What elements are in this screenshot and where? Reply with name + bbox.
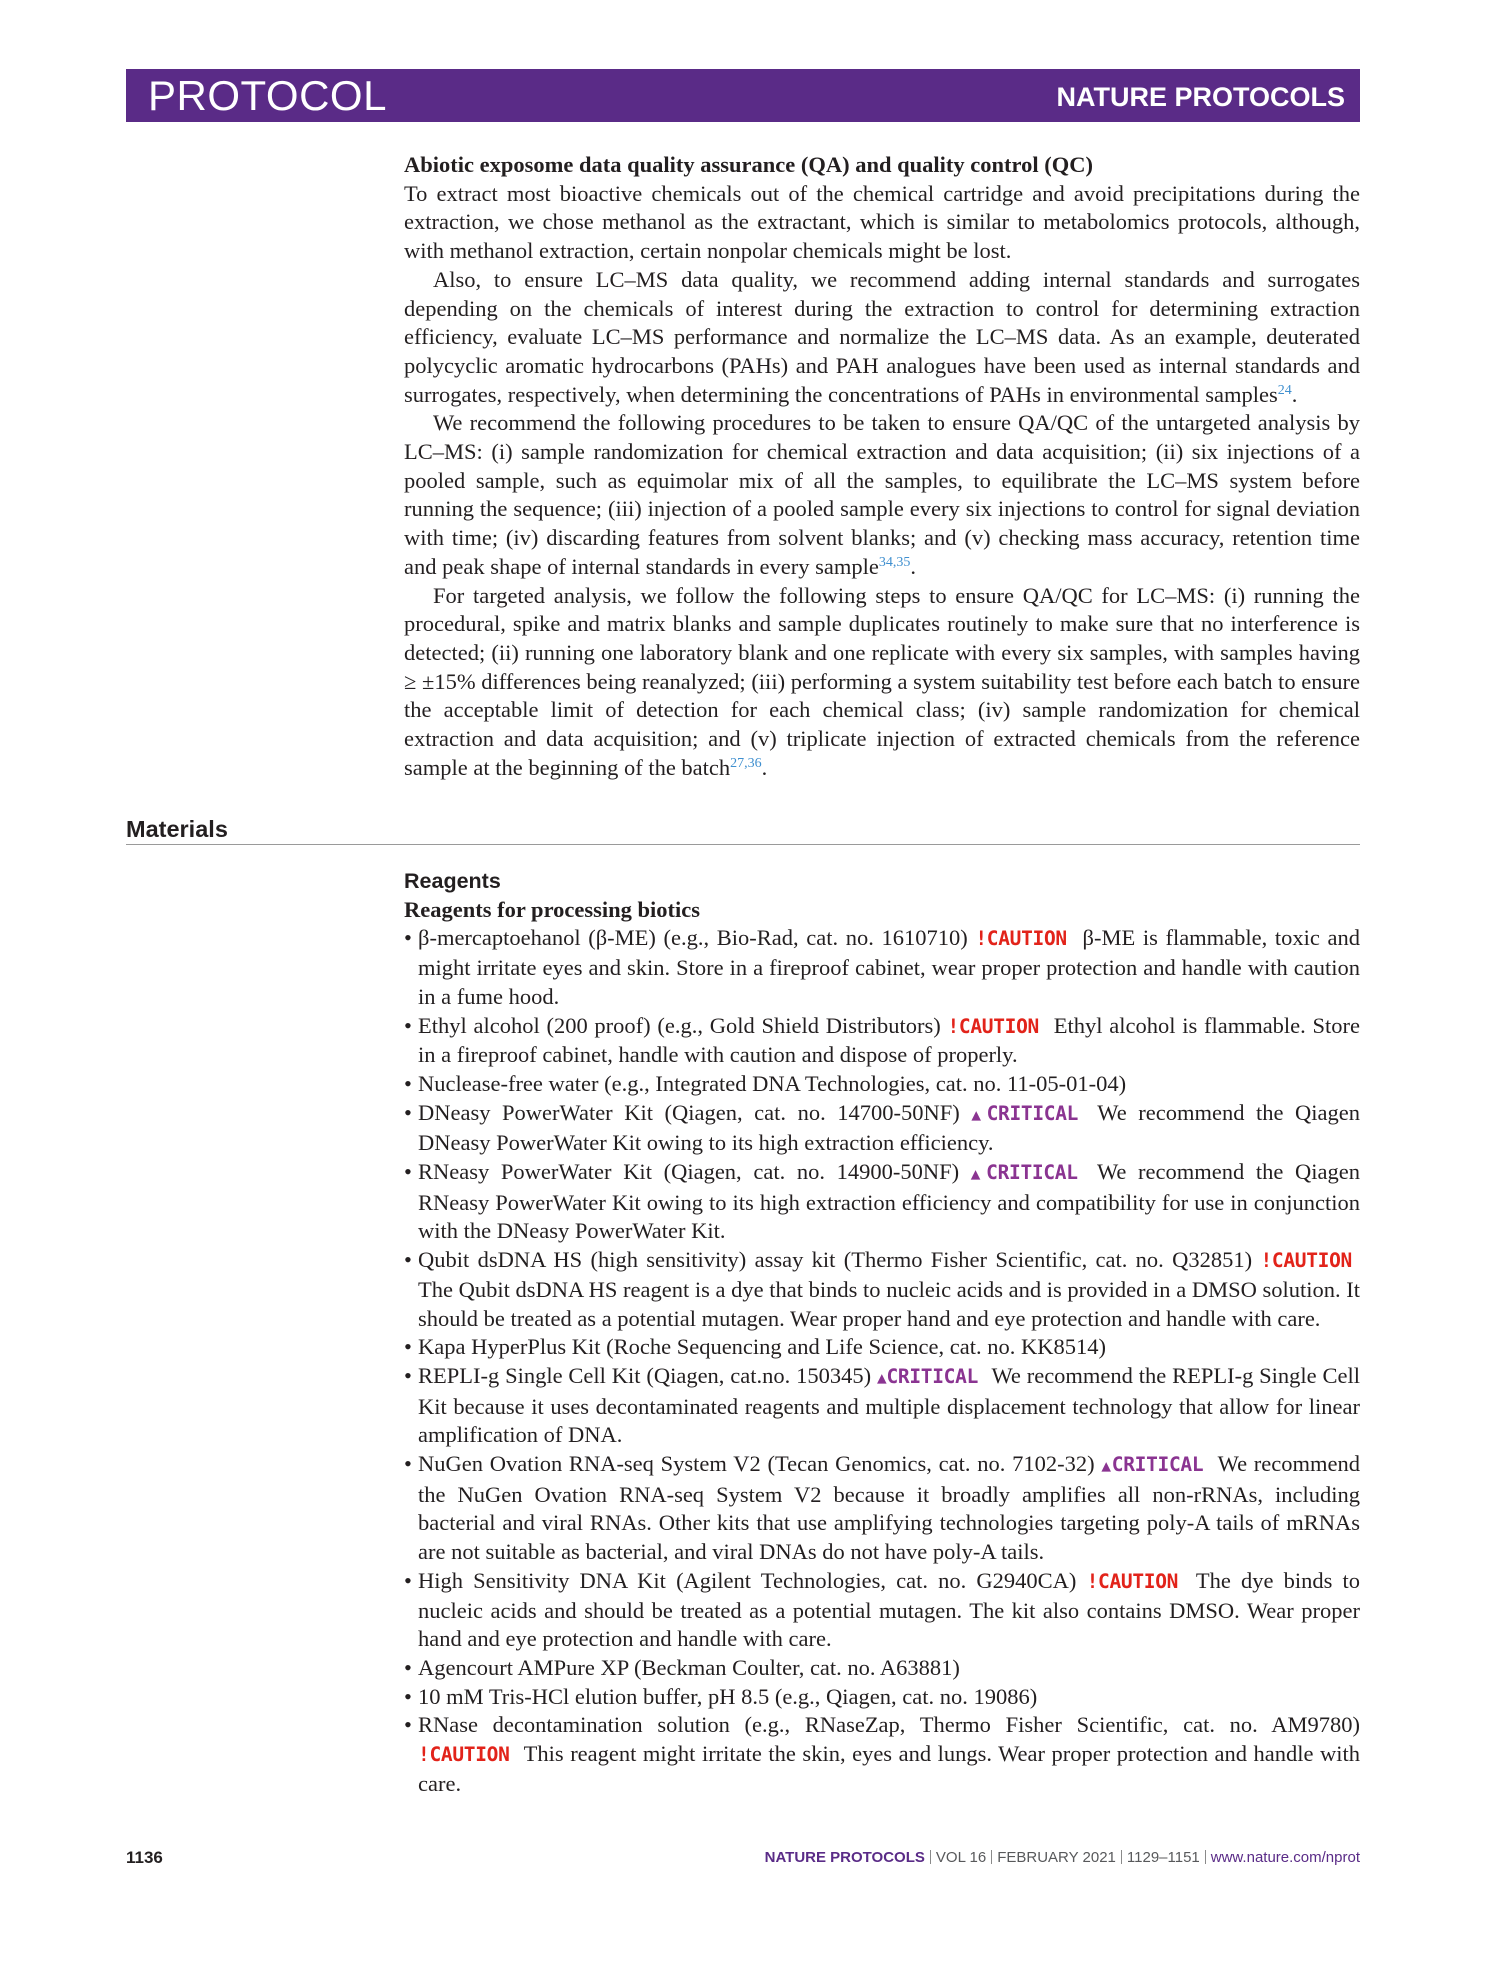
warning-triangle-icon: ▲: [970, 1164, 987, 1184]
critical-label: CRITICAL: [1111, 1453, 1204, 1477]
caution-icon: !: [975, 927, 987, 951]
caution-label: CAUTION: [429, 1743, 510, 1767]
reagent-note: We recommend the REPLI-g Single Cell Kit because it uses decontaminated reagents and multiple displacement technology that allow for linear amplification of DNA.: [418, 1362, 1361, 1448]
reference-citation[interactable]: 27,36: [730, 755, 762, 771]
paragraph-end: .: [761, 754, 768, 780]
qa-paragraph: [404, 582, 1360, 783]
critical-label: CRITICAL: [986, 1161, 1078, 1185]
critical-flag: [971, 1102, 1078, 1125]
journal-header-bar: [126, 69, 1360, 122]
reagent-item: [404, 1012, 1360, 1070]
footer-separator: [991, 1850, 992, 1864]
reagent-note: We recommend the Qiagen DNeasy PowerWater Kit owing to its high extraction efficiency.: [418, 1099, 1361, 1156]
page-number: 1136: [126, 1848, 163, 1867]
section-divider: [126, 844, 1360, 845]
footer-journal-name: NATURE PROTOCOLS: [764, 1849, 925, 1866]
qa-paragraph: To extract most bioactive chemicals out of the chemical cartridge and avoid precipitations during the extraction, we chose methanol as the extractant, which is similar to metabolomics protocols, although, with methanol extraction, certain nonpolar chemicals might be lost.: [404, 180, 1360, 264]
journal-name: NATURE PROTOCOLS: [1056, 82, 1345, 112]
reagent-item: [404, 1450, 1360, 1567]
qa-paragraph: [404, 266, 1360, 410]
footer-separator: [1121, 1850, 1122, 1864]
reagent-name: RNase decontamination solution (e.g., RNaseZap, Thermo Fisher Scientific, cat. no. AM9780): [418, 1712, 1360, 1738]
paragraph-end: .: [910, 553, 916, 579]
reagent-name: Kapa HyperPlus Kit (Roche Sequencing and Life Science, cat. no. KK8514): [418, 1334, 1106, 1360]
caution-flag: [947, 1015, 1039, 1038]
footer-separator: [1205, 1850, 1206, 1864]
footer-volume: VOL 16: [935, 1849, 987, 1866]
reagent-name: 10 mM Tris-HCl elution buffer, pH 8.5 (e.g., Qiagen, cat. no. 19086): [418, 1683, 1038, 1709]
caution-icon: !: [1086, 1569, 1099, 1593]
reagent-item: [404, 924, 1360, 1011]
caution-label: CAUTION: [986, 927, 1067, 951]
reagent-note: Ethyl alcohol is flammable. Store in a fireproof cabinet, handle with caution and dispose of properly.: [418, 1012, 1361, 1068]
caution-flag: [1260, 1249, 1352, 1272]
section-title: Abiotic exposome data quality assurance (QA) and quality control (QC): [404, 152, 1093, 177]
qa-paragraph: [404, 409, 1360, 581]
reagent-name: β-mercaptoehanol (β-ME) (e.g., Bio-Rad, cat. no. 1610710): [418, 925, 968, 951]
reagent-item: [404, 1362, 1360, 1450]
reagent-note: This reagent might irritate the skin, eyes and lungs. Wear proper protection and handle with care.: [418, 1741, 1361, 1796]
reagent-name: High Sensitivity DNA Kit (Agilent Technologies, cat. no. G2940CA): [418, 1567, 1077, 1593]
caution-flag: [975, 927, 1067, 950]
reagent-name: Ethyl alcohol (200 proof) (e.g., Gold Shield Distributors): [418, 1012, 941, 1038]
critical-label: CRITICAL: [986, 1101, 1079, 1125]
reagent-name: REPLI-g Single Cell Kit (Qiagen, cat.no. 150345): [418, 1362, 872, 1388]
critical-label: CRITICAL: [886, 1364, 979, 1388]
caution-label: CAUTION: [1271, 1249, 1352, 1273]
footer-citation: [765, 1846, 1360, 1870]
reagents-subheading: Reagents for processing biotics: [404, 896, 701, 922]
footer-separator: [930, 1850, 931, 1864]
materials-heading: Materials: [126, 816, 228, 842]
caution-label: CAUTION: [1098, 1569, 1179, 1593]
footer-date: FEBRUARY 2021: [997, 1849, 1116, 1866]
reference-citation[interactable]: 34,35: [878, 554, 911, 570]
reagent-list: [404, 924, 1360, 1798]
paragraph-text: For targeted analysis, we follow the following steps to ensure QA/QC for LC–MS: (i) running the procedural, spike and matrix blanks and sample duplicates routinely to make sure that no interference is detected; (ii) running one laboratory blank and one replicate with every six samples, with samples having ≥ ±15% differences being reanalyzed; (iii) performing a system suitability test before each batch to ensure the acceptable limit of detection for each chemical class; (iv) sample randomization for chemical extraction and data acquisition; and (v) triplicate injection of extracted chemicals from the reference sample at the beginning of the batch: [404, 582, 1360, 780]
reagent-name: DNeasy PowerWater Kit (Qiagen, cat. no. 14700-50NF): [418, 1099, 960, 1125]
qa-qc-section: [404, 151, 1360, 782]
caution-flag: [418, 1743, 510, 1766]
warning-triangle-icon: ▲: [1101, 1456, 1112, 1476]
reagent-name: Agencourt AMPure XP (Beckman Coulter, cat. no. A63881): [418, 1654, 960, 1680]
reagent-name: Nuclease-free water (e.g., Integrated DNA Technologies, cat. no. 11-05-01-04): [418, 1070, 1127, 1096]
warning-triangle-icon: ▲: [876, 1367, 887, 1387]
reagent-note: The Qubit dsDNA HS reagent is a dye that binds to nucleic acids and is provided in a DMSO solution. It should be treated as a potential mutagen. Wear proper hand and eye protection and handle with care.: [418, 1276, 1360, 1331]
reagent-name: RNeasy PowerWater Kit (Qiagen, cat. no. 14900-50NF): [418, 1159, 960, 1185]
footer-pages: 1129–1151: [1126, 1849, 1200, 1866]
reagent-note: The dye binds to nucleic acids and should be treated as a potential mutagen. The kit also contains DMSO. Wear proper hand and eye protection and handle with care.: [418, 1567, 1360, 1652]
critical-flag: [877, 1365, 978, 1388]
paragraph-end: .: [1291, 381, 1298, 407]
reagent-item: [404, 1654, 1360, 1683]
reagent-item: [404, 1333, 1360, 1362]
warning-triangle-icon: ▲: [971, 1104, 987, 1124]
caution-label: CAUTION: [958, 1014, 1040, 1038]
caution-icon: !: [1260, 1249, 1272, 1273]
reagent-item: [404, 1711, 1360, 1798]
critical-flag: [1101, 1453, 1203, 1476]
reagents-heading: Reagents: [404, 869, 501, 893]
reagent-item: [404, 1158, 1360, 1246]
reagent-name: Qubit dsDNA HS (high sensitivity) assay kit (Thermo Fisher Scientific, cat. no. Q32851): [418, 1247, 1253, 1273]
reagent-note: We recommend the Qiagen RNeasy PowerWater Kit owing to its high extraction efficiency and compatibility for use in conjunction with the DNeasy PowerWater Kit.: [418, 1159, 1360, 1244]
reagents-section: [404, 867, 1360, 1799]
reagent-item: [404, 1099, 1360, 1158]
reference-citation[interactable]: 24: [1277, 382, 1292, 398]
journal-url-link[interactable]: www.nature.com/nprot: [1210, 1849, 1360, 1866]
reagent-note: β-ME is flammable, toxic and might irritate eyes and skin. Store in a fireproof cabinet, wear proper protection and handle with caution in a fume hood.: [418, 925, 1361, 1009]
caution-icon: !: [418, 1743, 430, 1767]
caution-icon: !: [947, 1014, 959, 1038]
reagent-item: [404, 1567, 1360, 1654]
reagent-note: We recommend the NuGen Ovation RNA-seq System V2 because it broadly amplifies all non-rRNAs, including bacterial and viral RNAs. Other kits that use amplifying technologies targeting poly-A tails of mRNAs are not suitable as bacterial, and viral DNAs do not have poly-A tails.: [418, 1451, 1360, 1565]
reagent-item: [404, 1246, 1360, 1333]
critical-flag: [971, 1161, 1078, 1184]
caution-flag: [1087, 1570, 1179, 1593]
paragraph-text: We recommend the following procedures to be taken to ensure QA/QC of the untargeted analysis by LC–MS: (i) sample randomization for chemical extraction and data acquisition; (ii) six injections of a pooled sample, such as equimolar mix of all the samples, to equilibrate the LC–MS system before running the sequence; (iii) injection of a pooled sample every six injections to control for signal deviation with time; (iv) discarding features from solvent blanks; and (v) checking mass accuracy, retention time and peak shape of internal standards in every sample: [404, 410, 1360, 579]
article-type-label: PROTOCOL: [148, 72, 387, 119]
reagent-item: [404, 1683, 1360, 1712]
reagent-name: NuGen Ovation RNA-seq System V2 (Tecan Genomics, cat. no. 7102-32): [418, 1451, 1095, 1477]
reagent-item: [404, 1070, 1360, 1099]
page-footer: [126, 1846, 1360, 1870]
paragraph-text: Also, to ensure LC–MS data quality, we recommend adding internal standards and surrogates depending on the chemicals of interest during the extraction to control for determining extraction efficiency, evaluate LC–MS performance and normalize the LC–MS data. As an example, deuterated polycyclic aromatic hydrocarbons (PAHs) and PAH analogues have been used as internal standards and surrogates, respectively, when determining the concentrations of PAHs in environmental samples: [404, 266, 1360, 407]
